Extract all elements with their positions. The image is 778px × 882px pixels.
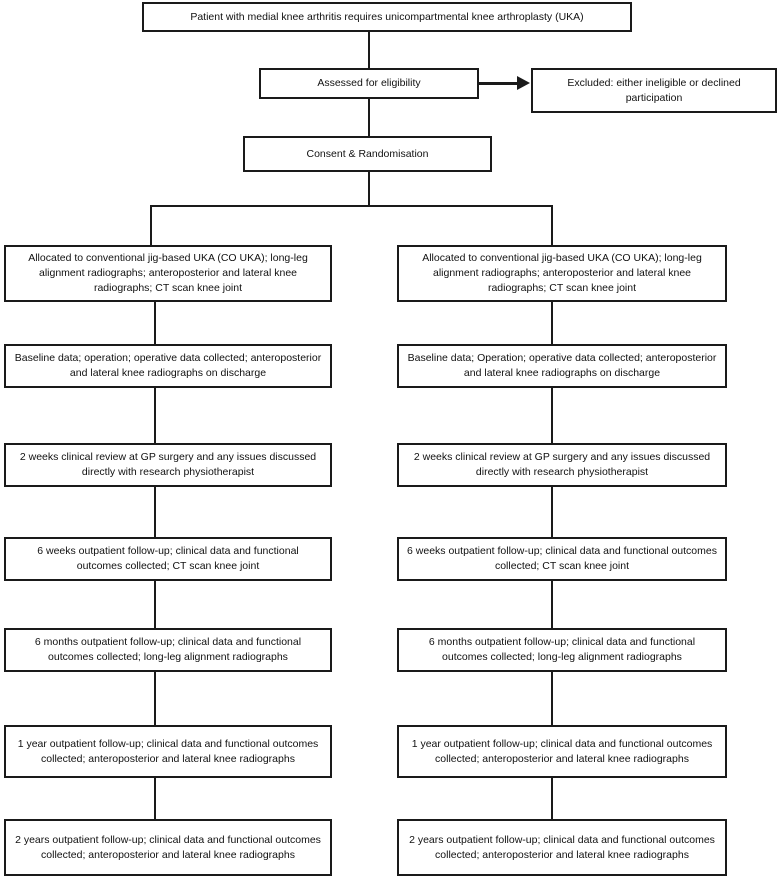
right-connector-3 (551, 487, 553, 537)
box-consent-randomisation: Consent & Randomisation (243, 136, 492, 172)
right-box-2-years: 2 years outpatient follow-up; clinical data and functional outcomes collected; anteroposterior and lateral knee radiographs (397, 819, 727, 876)
box-assessed-eligibility: Assessed for eligibility (259, 68, 479, 99)
right-box-2-weeks: 2 weeks clinical review at GP surgery and any issues discussed directly with research physiotherapist (397, 443, 727, 487)
left-connector-1 (154, 302, 156, 344)
connector-split-to-left-arm (150, 205, 152, 245)
box-excluded: Excluded: either ineligible or declined participation (531, 68, 777, 113)
left-box-2-years: 2 years outpatient follow-up; clinical data and functional outcomes collected; anteroposterior and lateral knee radiographs (4, 819, 332, 876)
right-box-allocation: Allocated to conventional jig-based UKA (CO UKA); long-leg alignment radiographs; anteroposterior and lateral knee radiographs; CT scan knee joint (397, 245, 727, 302)
left-connector-6 (154, 778, 156, 819)
connector-split-to-right-arm (551, 205, 553, 245)
right-connector-5 (551, 672, 553, 725)
left-box-1-year: 1 year outpatient follow-up; clinical data and functional outcomes collected; anteroposterior and lateral knee radiographs (4, 725, 332, 778)
right-box-baseline: Baseline data; Operation; operative data collected; anteroposterior and lateral knee radiographs on discharge (397, 344, 727, 388)
right-connector-1 (551, 302, 553, 344)
connector-randomisation-split (150, 205, 553, 207)
left-connector-4 (154, 581, 156, 628)
connector-consent-to-split (368, 172, 370, 207)
left-box-2-weeks: 2 weeks clinical review at GP surgery and any issues discussed directly with research physiotherapist (4, 443, 332, 487)
left-box-allocation: Allocated to conventional jig-based UKA (CO UKA); long-leg alignment radiographs; anteroposterior and lateral knee radiographs; CT scan knee joint (4, 245, 332, 302)
left-connector-5 (154, 672, 156, 725)
left-box-baseline: Baseline data; operation; operative data collected; anteroposterior and lateral knee radiographs on discharge (4, 344, 332, 388)
right-connector-6 (551, 778, 553, 819)
left-connector-2 (154, 388, 156, 443)
connector-patient-to-assessed (368, 32, 370, 68)
right-connector-4 (551, 581, 553, 628)
arrowhead-excluded (517, 76, 530, 90)
arrow-assessed-to-excluded (479, 82, 518, 85)
right-box-6-weeks: 6 weeks outpatient follow-up; clinical data and functional outcomes collected; CT scan knee joint (397, 537, 727, 581)
right-connector-2 (551, 388, 553, 443)
connector-assessed-to-consent (368, 99, 370, 136)
left-connector-3 (154, 487, 156, 537)
box-patient-population: Patient with medial knee arthritis requires unicompartmental knee arthroplasty (UKA) (142, 2, 632, 32)
right-box-6-months: 6 months outpatient follow-up; clinical data and functional outcomes collected; long-leg alignment radiographs (397, 628, 727, 672)
left-box-6-weeks: 6 weeks outpatient follow-up; clinical data and functional outcomes collected; CT scan knee joint (4, 537, 332, 581)
left-box-6-months: 6 months outpatient follow-up; clinical data and functional outcomes collected; long-leg alignment radiographs (4, 628, 332, 672)
right-box-1-year: 1 year outpatient follow-up; clinical data and functional outcomes collected; anteroposterior and lateral knee radiographs (397, 725, 727, 778)
